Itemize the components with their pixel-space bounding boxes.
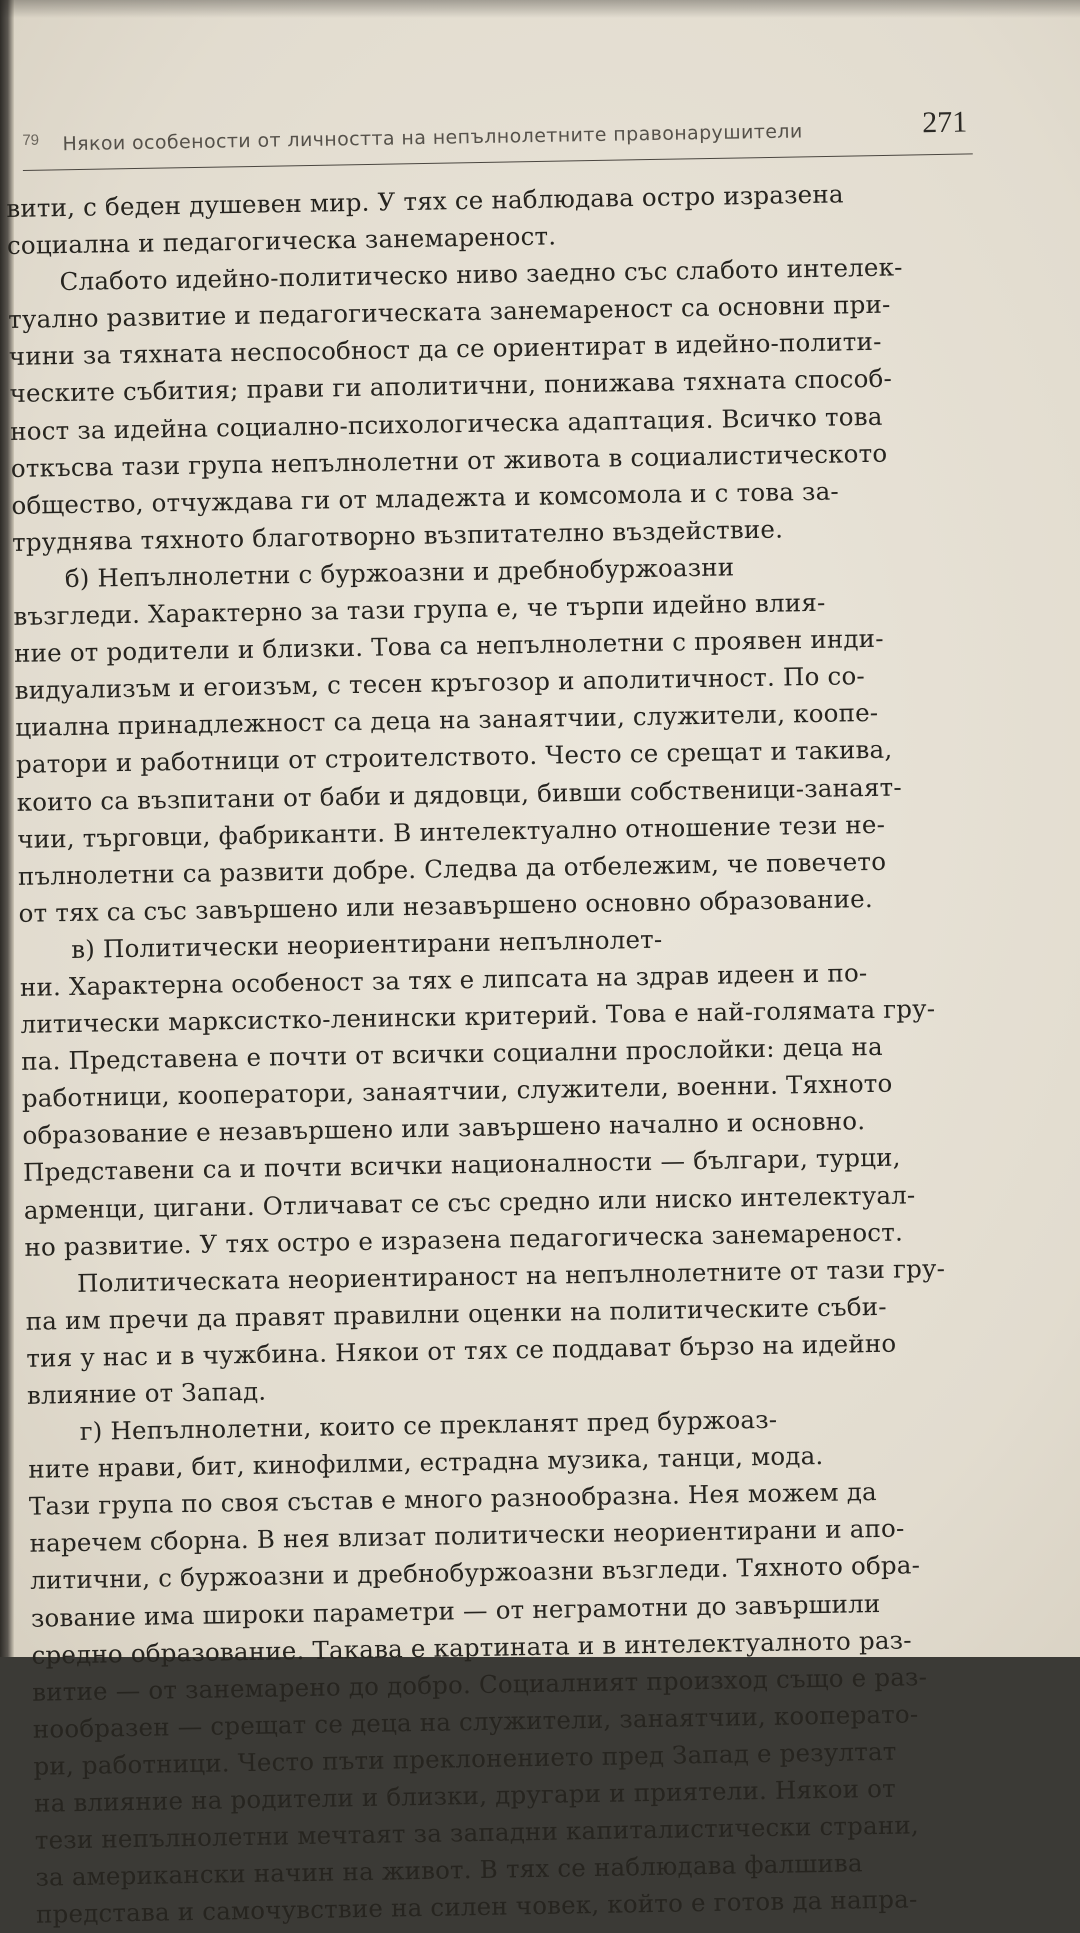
text-line: образование е незавършено или завършено начално и основно. (22, 1106, 866, 1151)
text-line: вити, с беден душевен мир. У тях се наблюдава остро изразена (6, 179, 844, 223)
header-rule (23, 153, 973, 171)
text-line: ри, работници. Често пъти преклонението пред Запад е резултат (33, 1736, 897, 1781)
text-line: средно образование. Такава е картината и в интелектуалното раз- (31, 1625, 912, 1670)
text-line: ческите събития; прави ги аполитични, понижава тяхната способ- (9, 364, 893, 409)
text-line: видуализъм и егоизъм, с тесен кръгозор и аполитичност. По со- (14, 661, 866, 706)
text-line: общество, отчуждава ги от младежта и комсомола и с това за- (11, 476, 840, 520)
text-line: ност за идейна социално-психологическа адаптация. Всичко това (9, 401, 883, 446)
text-line: Политическата неориентираност на непълнолетните от тази гру- (76, 1253, 946, 1298)
header-marginal-number: 79 (22, 131, 40, 149)
text-line: влияние от Запад. (26, 1376, 267, 1410)
text-line: ние от родители и близки. Това са непълнолетни с проявен инди- (13, 623, 884, 669)
body-text (6, 173, 1036, 1933)
text-line: тези непълнолетни мечтаят за западни капиталистически страни, (34, 1810, 920, 1855)
text-line: които са възпитани от баби и дядовци, бивши собственици-занаят- (16, 771, 903, 817)
text-line: литически марксистко-ленински критерий. Това е най-голямата гру- (20, 993, 936, 1039)
text-line: труднява тяхното благотворно възпитателно въздействие. (11, 514, 784, 557)
text-line: работници, кооператори, занаятчии, служители, военни. Тяхното (21, 1068, 893, 1114)
text-line: Слабото идейно-политическо ниво заедно със слабото интелек- (59, 252, 903, 297)
text-line: но развитие. У тях остро е изразена педагогическа занемареност. (24, 1217, 904, 1262)
text-line: ни. Характерна особеност за тях е липсата на здрав идеен и по- (19, 958, 868, 1002)
text-line: тия у нас и в чужбина. Някои от тях се поддават бързо на идейно (26, 1328, 897, 1373)
text-line: пълнолетни са развити добре. Следва да отбележим, че повечето (17, 846, 887, 891)
text-line: чии, търговци, фабриканти. В интелектуално отношение тези не- (17, 809, 886, 854)
text-line: ратори и работници от строителството. Често се срещат и такива, (15, 735, 893, 780)
text-line: Представени са и почти всички националности — българи, турци, (22, 1142, 901, 1188)
text-line: чини за тяхната неспособност да се ориентират в идейно-полити- (8, 327, 882, 372)
text-line: ните нрави, бит, кинофилми, естрадна музика, танци, мода. (28, 1441, 824, 1484)
top-shadow (0, 0, 1080, 18)
text-line: на влияние на родители и близки, другари и приятели. Някои от (33, 1773, 897, 1818)
text-line: представа и самочувствие на силен човек, който е готов да напра- (35, 1884, 918, 1930)
text-line: циална принадлежност са деца на занаятчии, служители, коопе- (15, 698, 879, 743)
text-line: туално развитие и педагогическата занемареност са основни при- (8, 289, 891, 335)
text-line: от тях са със завършено или незавършено основно образование. (18, 883, 874, 928)
text-line: социална и педагогическа занемареност. (6, 221, 557, 261)
page-number: 271 (921, 105, 968, 140)
text-line: в) Политически неориентирани непълнолет- (71, 924, 663, 964)
text-line: па им пречи да правят правилни оценки на политическите съби- (25, 1291, 887, 1336)
text-line: за американски начин на живот. В тях се наблюдава фалшива (35, 1848, 863, 1892)
text-line: г) Непълнолетни, които се прекланят пред буржоаз- (79, 1404, 778, 1446)
text-line: нообразен — срещат се деца на служители, занаятчии, кооперато- (32, 1699, 919, 1744)
text-line: витие — от занемарено до добро. Социалният произход също е раз- (31, 1661, 928, 1707)
header-title: Някои особености от личността на непълнолетните правонарушители (62, 120, 803, 156)
text-line: зование има широки параметри — от неграмотни до завършили (30, 1588, 881, 1633)
text-line: б) Непълнолетни с буржоазни и дребнобуржоазни (64, 552, 735, 593)
running-header (22, 101, 973, 162)
text-line: наречем сборна. В нея влизат политически неориентирани и апо- (29, 1513, 905, 1559)
text-line: арменци, цигани. Отличават се със средно или ниско интелектуал- (23, 1179, 916, 1225)
text-line: Тази група по своя състав е много разнообразна. Нея можем да (28, 1477, 878, 1522)
text-line: литични, с буржоазни и дребнобуржоазни възгледи. Тяхното обра- (30, 1550, 921, 1596)
text-line: па. Представена е почти от всички социални прослойки: деца на (20, 1031, 884, 1077)
text-line: откъсва тази група непълнолетни от живота в социалистическото (10, 438, 888, 483)
text-line: възгледи. Характерно за тази група е, че търпи идейно влия- (13, 587, 826, 631)
